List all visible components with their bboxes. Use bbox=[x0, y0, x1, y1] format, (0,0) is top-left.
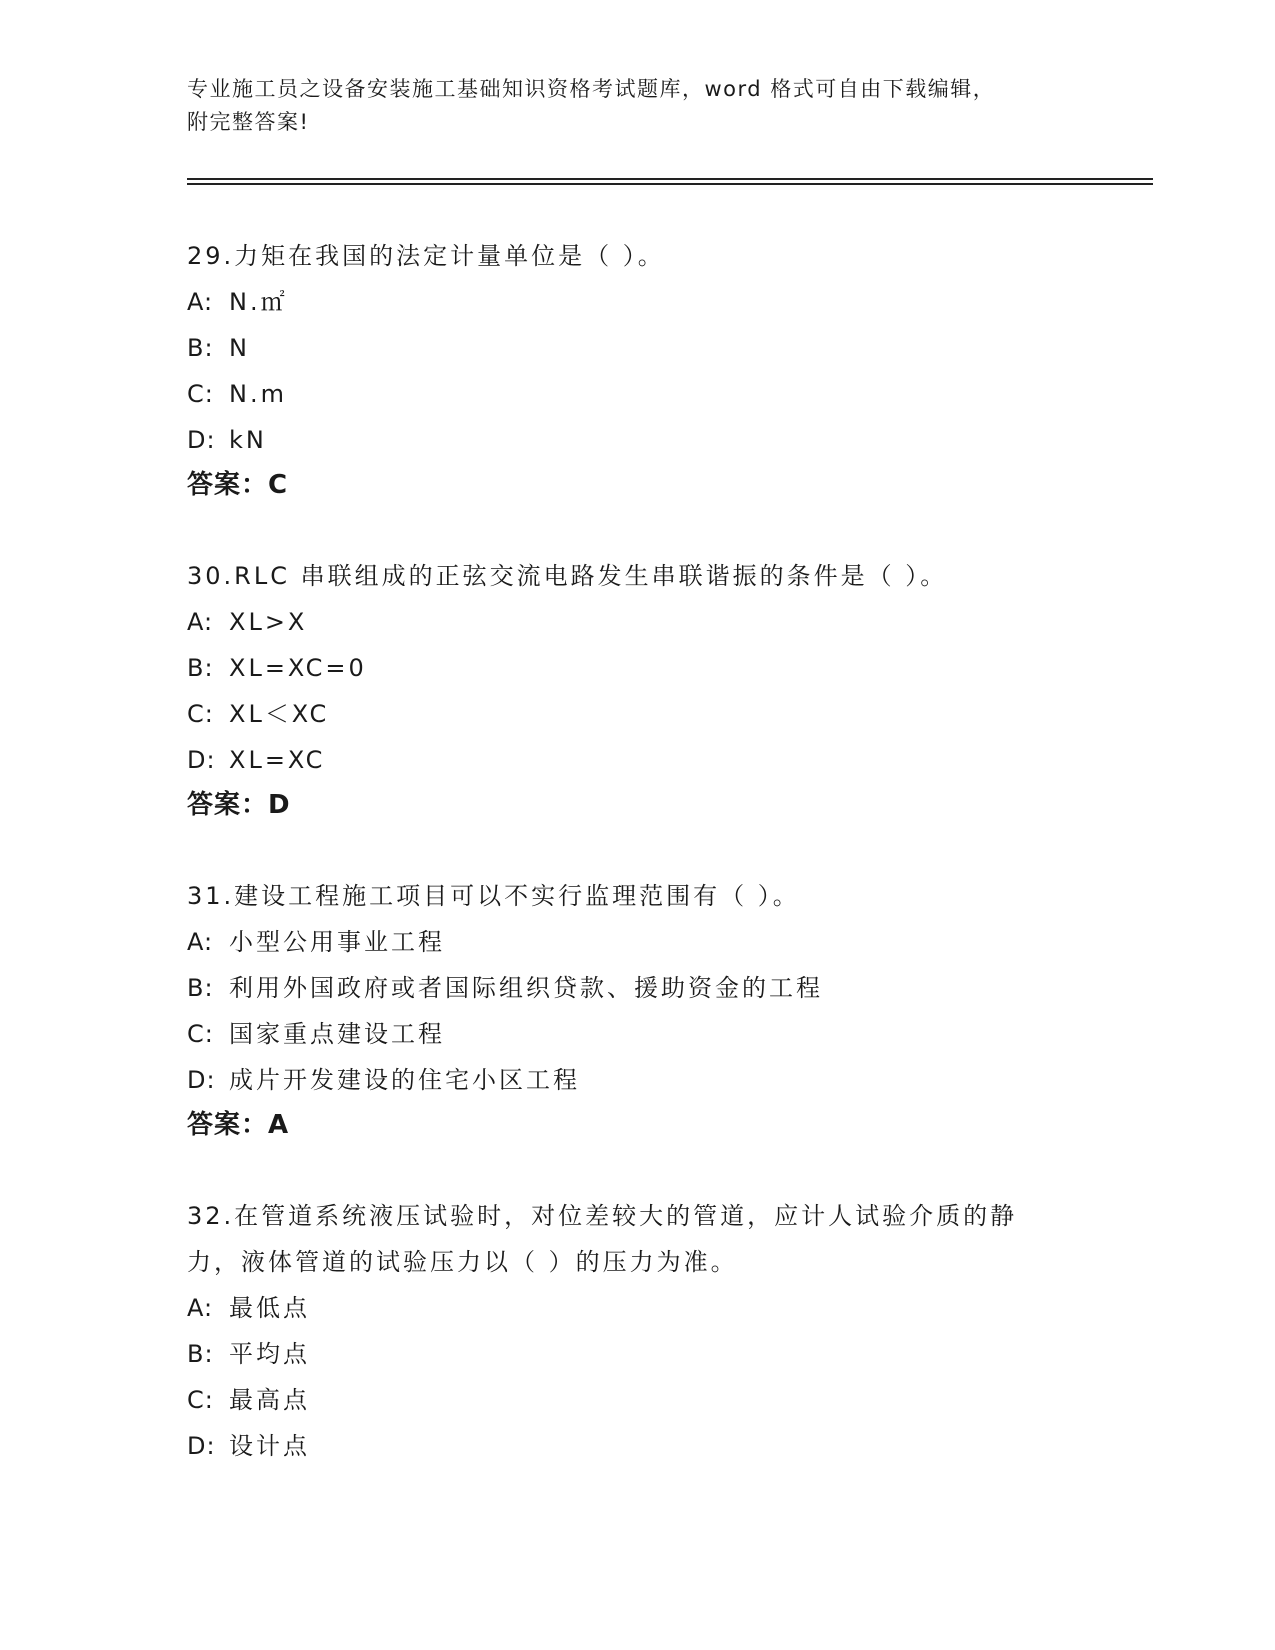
answer-text: 答案：A bbox=[187, 1110, 290, 1140]
option-text: 设计点 bbox=[229, 1432, 310, 1460]
option-b bbox=[187, 325, 1087, 371]
option-a bbox=[187, 279, 1087, 325]
option-letter: A: bbox=[187, 1294, 214, 1322]
option-text: 最低点 bbox=[229, 1294, 310, 1322]
header-divider-top bbox=[187, 178, 1153, 180]
option-text: N.㎡ bbox=[229, 288, 288, 316]
option-text: 最高点 bbox=[229, 1386, 310, 1414]
question-text bbox=[187, 553, 1087, 599]
option-b bbox=[187, 965, 1087, 1011]
question-31 bbox=[187, 873, 1087, 1147]
option-a bbox=[187, 599, 1087, 645]
option-c bbox=[187, 1011, 1087, 1057]
option-letter: B: bbox=[187, 1340, 214, 1368]
option-letter: D: bbox=[187, 1066, 216, 1094]
question-number: 29. bbox=[187, 242, 235, 270]
option-c bbox=[187, 371, 1087, 417]
option-b bbox=[187, 645, 1087, 691]
option-c bbox=[187, 1377, 1087, 1423]
question-number: 30. bbox=[187, 562, 235, 590]
header-line-2: 附完整答案! bbox=[187, 110, 310, 134]
option-letter: A: bbox=[187, 928, 214, 956]
option-d bbox=[187, 1057, 1087, 1103]
answer-text: 答案：C bbox=[187, 470, 289, 500]
option-letter: A: bbox=[187, 608, 214, 636]
question-text bbox=[187, 233, 1087, 279]
question-stem-line-1: 在管道系统液压试验时，对位差较大的管道，应计人试验介质的静 bbox=[234, 1202, 1018, 1230]
option-text: N bbox=[229, 334, 250, 362]
option-b bbox=[187, 1331, 1087, 1377]
option-c bbox=[187, 691, 1087, 737]
option-text: 平均点 bbox=[229, 1340, 310, 1368]
question-text bbox=[187, 873, 1087, 919]
option-text: XL=XC bbox=[229, 746, 326, 774]
option-letter: C: bbox=[187, 1386, 214, 1414]
option-text: 国家重点建设工程 bbox=[229, 1020, 445, 1048]
option-text: kN bbox=[229, 426, 267, 454]
question-stem: 力矩在我国的法定计量单位是（ ）。 bbox=[234, 242, 665, 270]
question-number: 31. bbox=[187, 882, 235, 910]
option-text: 利用外国政府或者国际组织贷款、援助资金的工程 bbox=[229, 974, 823, 1002]
option-letter: C: bbox=[187, 700, 214, 728]
answer-text: 答案：D bbox=[187, 790, 291, 820]
question-30 bbox=[187, 553, 1087, 827]
question-number: 32. bbox=[187, 1202, 235, 1230]
document-header bbox=[187, 73, 1067, 139]
option-d bbox=[187, 417, 1087, 463]
option-letter: B: bbox=[187, 974, 214, 1002]
option-letter: A: bbox=[187, 288, 214, 316]
option-a bbox=[187, 1285, 1087, 1331]
option-text: N.m bbox=[229, 380, 287, 408]
option-text: 成片开发建设的住宅小区工程 bbox=[229, 1066, 580, 1094]
option-d bbox=[187, 737, 1087, 783]
question-stem: 建设工程施工项目可以不实行监理范围有（ ）。 bbox=[234, 882, 800, 910]
question-text bbox=[187, 1193, 1087, 1239]
option-text: 小型公用事业工程 bbox=[229, 928, 445, 956]
option-text: XL=XC=0 bbox=[229, 654, 367, 682]
option-d bbox=[187, 1423, 1087, 1469]
header-line-1: 专业施工员之设备安装施工基础知识资格考试题库，word 格式可自由下载编辑， bbox=[187, 77, 996, 101]
option-letter: C: bbox=[187, 380, 214, 408]
option-letter: D: bbox=[187, 746, 216, 774]
header-divider-bottom bbox=[187, 183, 1153, 185]
option-letter: D: bbox=[187, 1432, 216, 1460]
question-stem: RLC 串联组成的正弦交流电路发生串联谐振的条件是（ ）。 bbox=[234, 562, 948, 590]
option-a bbox=[187, 919, 1087, 965]
option-letter: C: bbox=[187, 1020, 214, 1048]
option-letter: B: bbox=[187, 334, 214, 362]
option-letter: D: bbox=[187, 426, 216, 454]
question-stem-line-2: 力，液体管道的试验压力以（ ）的压力为准。 bbox=[187, 1248, 738, 1276]
option-text: XL>X bbox=[229, 608, 308, 636]
question-29 bbox=[187, 233, 1087, 507]
option-text: XL＜XC bbox=[229, 700, 330, 728]
option-letter: B: bbox=[187, 654, 214, 682]
question-32 bbox=[187, 1193, 1087, 1469]
question-text-continued bbox=[187, 1239, 1087, 1285]
